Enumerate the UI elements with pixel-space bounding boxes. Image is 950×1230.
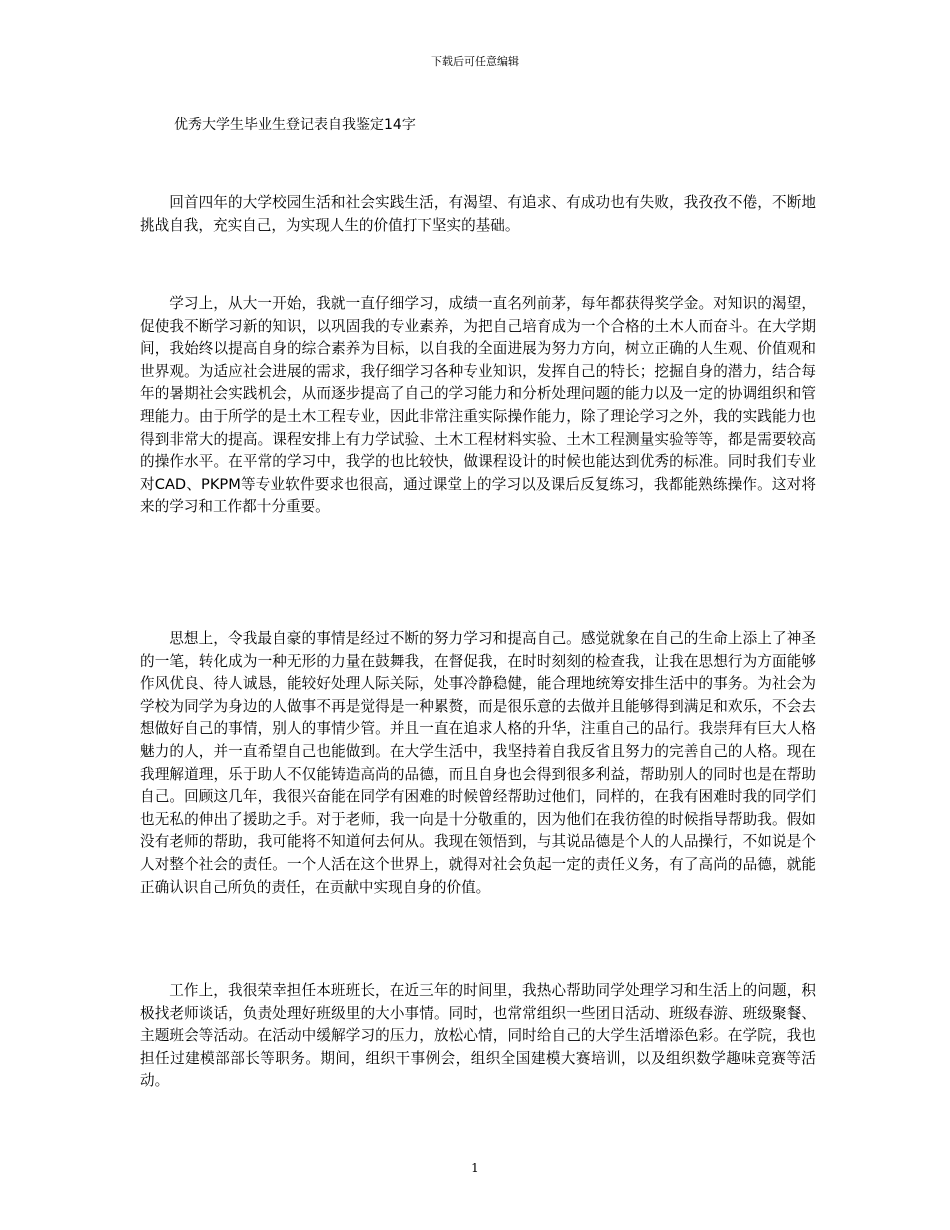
paragraph-intro: 回首四年的大学校园生活和社会实践生活，有渴望、有追求、有成功也有失败，我孜孜不倦，不断地挑战自我，充实自己，为实现人生的价值打下坚实的基础。 xyxy=(140,194,816,234)
document-title: 优秀大学生毕业生登记表自我鉴定14字 xyxy=(174,117,416,133)
paragraph-thought: 思想上，令我最自豪的事情是经过不断的努力学习和提高自己。感觉就象在自己的生命上添上了神圣的一笔，转化成为一种无形的力量在鼓舞我，在督促我，在时时刻刻的检查我，让我在思想行为方面能够作风优良、待人诚恳，能较好处理人际关际，处事冷静稳健，能合理地统筹安排生活中的事务。为社会为学校为同学为身边的人做事不再是觉得是一种累赘，而是很乐意的去做并且能够得到满足和欢乐，不会去想做好自己的事情，别人的事情少管。并且一直在追求人格的升华，注重自己的品行。我崇拜有巨大人格魅力的人，并一直希望自己也能做到。在大学生活中，我坚持着自我反省且努力的完善自己的人格。现在我理解道理，乐于助人不仅能铸造高尚的品德，而且自身也会得到很多利益，帮助别人的同时也是在帮助自己。回顾这几年，我很兴奋能在同学有困难的时候曾经帮助过他们，同样的，在我有困难时我的同学们也无私的伸出了援助之手。对于老师，我一向是十分敬重的，因为他们在我彷徨的时候指导帮助我。假如没有老师的帮助，我可能将不知道何去何从。我现在领悟到，与其说品德是个人的人品操行，不如说是个人对整个社会的责任。一个人活在这个世界上，就得对社会负起一定的责任义务，有了高尚的品德，就能正确认识自己所负的责任，在贡献中实现自身的价值。 xyxy=(140,630,816,896)
page-number: 1 xyxy=(471,1161,479,1175)
page-header: 下载后可任意编辑 xyxy=(431,55,519,68)
paragraph-work: 工作上，我很荣幸担任本班班长，在近三年的时间里，我热心帮助同学处理学习和生活上的问题，积极找老师谈话，负责处理好班级里的大小事情。同时，也常常组织一些团日活动、班级春游、班级聚餐、主题班会等活动。在活动中缓解学习的压力，放松心情，同时给自己的大学生活增添色彩。在学院，我也担任过建模部部长等职务。期间，组织干事例会，组织全国建模大赛培训，以及组织数学趣味竞赛等活动。 xyxy=(140,982,816,1090)
paragraph-study: 学习上，从大一开始，我就一直仔细学习，成绩一直名列前茅，每年都获得奖学金。对知识的渴望，促使我不断学习新的知识，以巩固我的专业素养，为把自己培育成为一个合格的土木人而奋斗。在大学期间，我始终以提高自身的综合素养为目标，以自我的全面进展为努力方向，树立正确的人生观、价值观和世界观。为适应社会进展的需求，我仔细学习各种专业知识，发挥自己的特长；挖掘自身的潜力，结合每年的暑期社会实践机会，从而逐步提高了自己的学习能力和分析处理问题的能力以及一定的协调组织和管理能力。由于所学的是土木工程专业，因此非常注重实际操作能力，除了理论学习之外，我的实践能力也得到非常大的提高。课程安排上有力学试验、土木工程材料实验、土木工程测量实验等等，都是需要较高的操作水平。在平常的学习中，我学的也比较快，做课程设计的时候也能达到优秀的标准。同时我们专业对CAD、PKPM等专业软件要求也很高，通过课堂上的学习以及课后反复练习，我都能熟练操作。这对将来的学习和工作都十分重要。 xyxy=(140,295,816,516)
